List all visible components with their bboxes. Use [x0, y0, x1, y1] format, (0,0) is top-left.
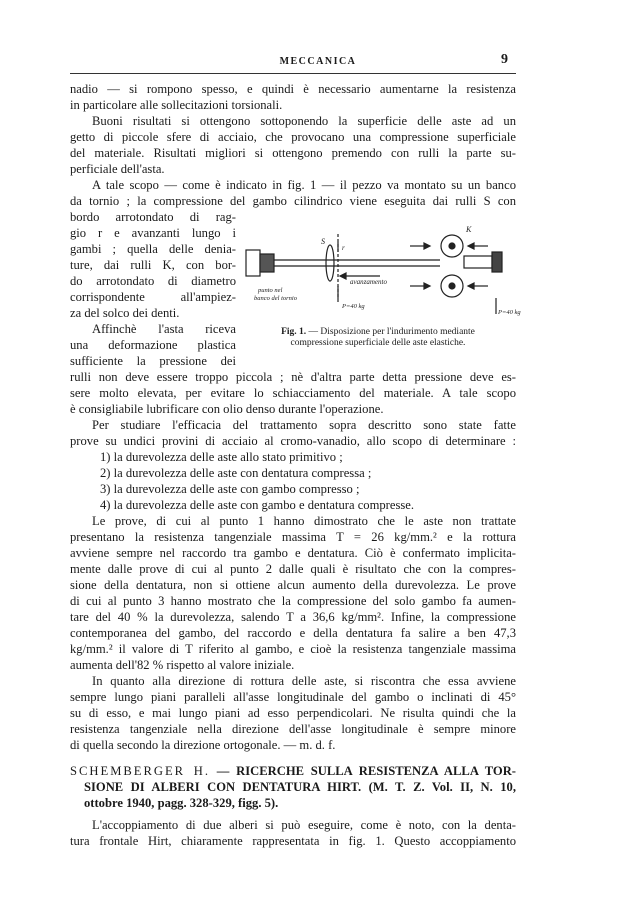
lathe-center-shape	[260, 254, 274, 272]
page-number: 9	[501, 52, 508, 67]
text-line: rulli non deve essere troppo piccola ; nè d'altra parte detta pressione deve es-	[70, 370, 516, 384]
text-line: prove su undici provini di acciaio al cromo-vanadio, allo scopo di determinare :	[70, 434, 516, 448]
article-title-1: — RICERCHE SULLA RESISTENZA ALLA TOR-	[210, 764, 516, 778]
roller-s-shape	[326, 245, 334, 281]
text-line: di quella secondo la direzione ortogonale. — m. d. f.	[70, 738, 336, 752]
fig-label-p2: P=40 kg	[498, 309, 521, 316]
text-line: gambi ; quella delle denia-	[70, 242, 236, 256]
text-line: tare del 40 % la durevolezza, salendo T a 36,6 kg/mm². Infine, la compressione	[70, 610, 516, 624]
list-item: 1) la durevolezza delle aste allo stato primitivo ;	[100, 450, 343, 464]
text-line: del materiale. Risultati migliori si ottengono premendo con rulli la parte su-	[70, 146, 516, 160]
text-line: aumenta dell'82 % rispetto al valore iniziale.	[70, 658, 295, 672]
fig-label-r: r	[342, 244, 345, 252]
header-rule	[70, 73, 516, 74]
text-line: L'accoppiamento di due alberi si può eseguire, come è noto, con la denta-	[92, 818, 516, 832]
fig-label-punto-1: punto nel	[258, 287, 283, 294]
text-line: do arrotondato di diametro	[70, 274, 236, 288]
text-line: resistenza tangenziale nella direzione dell'asse longitudinale è sempre minore	[70, 722, 516, 736]
text-line: su di esso, e mai lungo piani ad esso perpendicolari. Ne risulta quindi che la	[70, 706, 516, 720]
text-line: getto di piccole sfere di acciaio, che provocano una compressione superficiale	[70, 130, 516, 144]
text-line: avviene sempre nel raccordo tra gambo e dentatura. Ciò è confermato implicita-	[70, 546, 516, 560]
text-line: Per studiare l'efficacia del trattamento sopra descritto sono state fatte	[92, 418, 516, 432]
text-line: kg/mm.² il valore di T riferito al gambo, e cioè la resistenza tangenziale massima	[70, 642, 516, 656]
list-item: 2) la durevolezza delle aste con dentatura compressa ;	[100, 466, 372, 480]
article-title-2: SIONE DI ALBERI CON DENTATURA HIRT. (M. T. Z. Vol. II, N. 10,	[84, 780, 516, 794]
figure-caption	[240, 327, 516, 349]
caption-text-2: compressione superficiale delle aste elastiche.	[290, 338, 466, 348]
text-line: A tale scopo — come è indicato in fig. 1 — il pezzo va montato su un banco	[92, 178, 516, 192]
fig-label-s: S	[321, 237, 325, 246]
roller-k-upper-hub	[449, 243, 455, 249]
text-line: bordo arrotondato di rag-	[70, 210, 236, 224]
text-line: sempre lungo piani paralleli all'asse longitudinale del gambo o inclinati di 45°	[70, 690, 516, 704]
text-line: Le prove, di cui al punto 1 hanno dimostrato che le aste non trattate	[92, 514, 516, 528]
text-line: gio r e avanzanti lungo i	[70, 226, 236, 240]
text-line: mente dalle prove di cui al punto 2 dalle quali è risultato che con la compres-	[70, 562, 516, 576]
article-title-3: ottobre 1940, pagg. 328-329, figg. 5).	[84, 796, 279, 810]
running-header-title: MECCANICA	[279, 56, 357, 67]
list-item: 4) la durevolezza delle aste con gambo e dentatura compresse.	[100, 498, 415, 512]
text-line: perficiale dell'asta.	[70, 162, 165, 176]
fig-label-punto-2: banco del tornio	[254, 295, 297, 302]
arrow-head	[468, 283, 474, 289]
fig-label-k: K	[466, 225, 472, 234]
text-line: sione della dentatura, non si ottiene alcun aumento della durevolezza. Le prove	[70, 578, 516, 592]
text-line: corrispondente all'ampiez-	[70, 290, 236, 304]
text-line: una deformazione plastica	[70, 338, 236, 352]
text-line: è consigliabile lubrificare con olio denso durante l'operazione.	[70, 402, 384, 416]
article-author: SCHEMBERGER H.	[70, 764, 211, 778]
arrow-head	[468, 243, 474, 249]
text-line: di cui al punto 3 hanno mostrato che la compressione del solo gambo fa aumen-	[70, 594, 516, 608]
fig-label-avanzamento: avanzamento	[350, 278, 387, 286]
text-line: sere molto elevata, per evitare lo schiacciamento del materiale. A tale scopo	[70, 386, 516, 400]
caption-text-1: — Disposizione per l'indurimento mediante	[306, 327, 475, 337]
text-line: da tornio ; la compressione del gambo cilindrico viene eseguita dai rulli S con	[70, 194, 516, 208]
text-line: in particolare alle sollecitazioni torsionali.	[70, 98, 283, 112]
article-title-line	[70, 763, 516, 779]
text-line: nadio — si rompono spesso, e quindi è necessario aumentarne la resistenza	[70, 82, 516, 96]
text-line: tura frontale Hirt, chiaramente rappresentata in fig. 1. Questo accoppiamento	[70, 834, 516, 848]
caption-fig-number: Fig. 1.	[281, 327, 307, 337]
text-line: sufficiente la pressione dei	[70, 354, 236, 368]
lathe-chuck-shape	[246, 250, 260, 276]
fig-label-p1: P=40 kg	[342, 303, 365, 310]
roller-k-lower-hub	[449, 283, 455, 289]
tailstock-handle-shape	[492, 252, 502, 272]
text-line: presentano la resistenza tangenziale massima T = 26 kg/mm.² e la rottura	[70, 530, 516, 544]
arrow-head	[424, 243, 430, 249]
arrow-head	[424, 283, 430, 289]
text-line: Buoni risultati si ottengono sottoponendo la superficie delle aste ad un	[92, 114, 516, 128]
list-item: 3) la durevolezza delle aste con gambo compresso ;	[100, 482, 360, 496]
feed-arrow-head	[340, 273, 346, 279]
figure-roller-apparatus	[240, 214, 521, 324]
text-line: za del solco dei denti.	[70, 306, 180, 320]
text-line: In quanto alla direzione di rottura delle aste, si riscontra che essa avviene	[92, 674, 516, 688]
text-line: ture, dai rulli K, con bor-	[70, 258, 236, 272]
text-line: contemporanea del gambo, del raccordo e della dentatura fa salire a ben 47,3	[70, 626, 516, 640]
tailstock-shape	[464, 256, 492, 268]
text-line: Affinchè l'asta riceva	[92, 322, 236, 336]
